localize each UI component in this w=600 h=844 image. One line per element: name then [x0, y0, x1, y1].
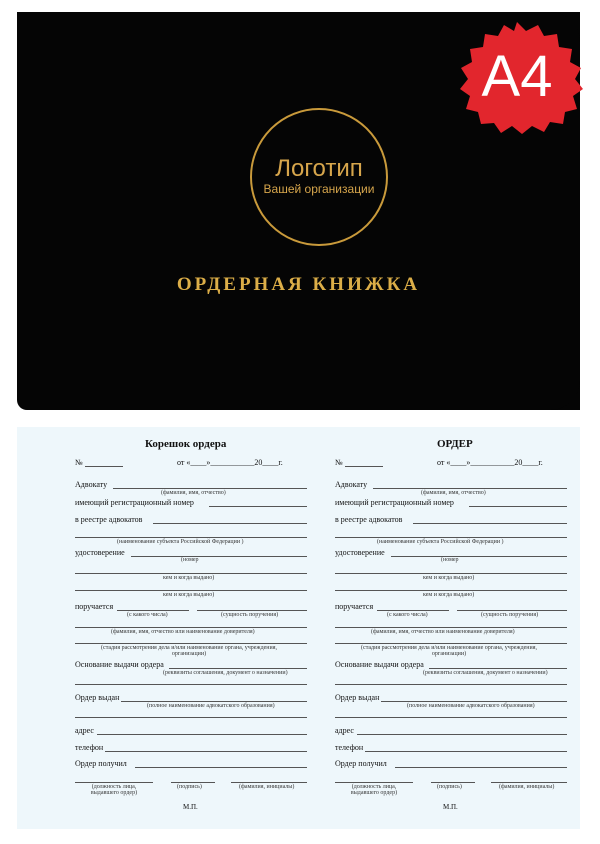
stub-dolzh-caption: (должность лица, выдавшего ордер)	[90, 784, 138, 796]
badge-text: A4	[481, 44, 553, 109]
order-vydan-line2	[335, 717, 567, 718]
stub-title: Корешок ордера	[145, 438, 227, 450]
order-subject-line	[335, 537, 567, 538]
order-reestr-label: в реестре адвокатов	[335, 515, 403, 524]
stub-vydan-line2	[75, 717, 307, 718]
order-title: ОРДЕР	[437, 438, 473, 450]
stub-dolzh-line	[75, 782, 153, 783]
stub-podpis-caption: (подпись)	[177, 784, 202, 790]
stub-podpis-line	[171, 782, 215, 783]
order-kem2-line	[335, 590, 567, 591]
stub-reestr-label: в реестре адвокатов	[75, 515, 143, 524]
order-fam-line	[491, 782, 567, 783]
order-kem1-caption: кем и когда выдано)	[423, 575, 475, 581]
order-poluchil-label: Ордер получил	[335, 759, 387, 768]
order-number-line	[345, 466, 383, 467]
stub-column	[17, 427, 295, 829]
order-podpis-line	[431, 782, 475, 783]
stub-doveritel-line	[75, 627, 307, 628]
stub-advokat-label: Адвокату	[75, 480, 108, 489]
order-osnov-label: Основание выдачи ордера	[335, 660, 424, 669]
order-dolzh-caption: (должность лица, выдавшего ордер)	[350, 784, 398, 796]
stub-kem1-line	[75, 573, 307, 574]
order-poluchil-line	[395, 767, 567, 768]
order-udost-label: удостоверение	[335, 548, 385, 557]
order-reg-label: имеющий регистрационный номер	[335, 498, 454, 507]
logo-circle	[250, 108, 388, 246]
order-fam-caption: (фамилия, инициалы)	[499, 784, 555, 790]
stub-fio-caption: (фамилия, имя, отчество)	[161, 490, 226, 496]
order-poruch-line2	[457, 610, 567, 611]
order-rekv-caption: (реквизиты соглашения, документ о назначении)	[423, 670, 548, 676]
order-doveritel-line	[335, 627, 567, 628]
order-poruch-line1	[377, 610, 449, 611]
stub-adres-line	[97, 734, 307, 735]
stub-osnov-line2	[75, 684, 307, 685]
order-dolzh-line	[335, 782, 413, 783]
order-podpis-caption: (подпись)	[437, 784, 462, 790]
stub-subject-line	[75, 537, 307, 538]
stub-nomer-caption: (номер	[181, 557, 199, 563]
order-udost-line	[391, 556, 567, 557]
cover-title: ОРДЕРНАЯ КНИЖКА	[176, 274, 421, 295]
logo-subtitle: Вашей организации	[263, 182, 375, 196]
order-advokat-label: Адвокату	[335, 480, 368, 489]
stub-obraz-caption: (полное наименование адвокатского образования)	[147, 703, 275, 709]
stub-udost-label: удостоверение	[75, 548, 125, 557]
stub-stadia-caption: (стадия рассмотрения дела и/или наименование органа, учреждения, организации)	[101, 645, 277, 657]
logo-title: Логотип	[275, 155, 363, 182]
stub-kem2-caption: кем и когда выдано)	[163, 592, 215, 598]
order-fio-caption: (фамилия, имя, отчество)	[421, 490, 486, 496]
order-suschn-caption: (сущность поручения)	[481, 612, 539, 618]
stub-suschn-caption: (сущность поручения)	[221, 612, 279, 618]
stub-subject-caption: (наименование субъекта Российской Федерации )	[117, 539, 244, 545]
stub-stadia-line	[75, 643, 307, 644]
stub-reg-label: имеющий регистрационный номер	[75, 498, 194, 507]
stub-osnov-label: Основание выдачи ордера	[75, 660, 164, 669]
order-subject-caption: (наименование субъекта Российской Федерации )	[377, 539, 504, 545]
order-kem2-caption: кем и когда выдано)	[423, 592, 475, 598]
order-kem1-line	[335, 573, 567, 574]
order-adres-line	[357, 734, 567, 735]
stub-fam-caption: (фамилия, инициалы)	[239, 784, 295, 790]
order-vydan-line	[381, 701, 567, 702]
order-date: от «____»___________20____г.	[437, 458, 543, 467]
order-osnov-line	[429, 668, 567, 669]
order-obraz-caption: (полное наименование адвокатского образования)	[407, 703, 535, 709]
order-reg-line	[469, 506, 567, 507]
order-stadia-line	[335, 643, 567, 644]
order-mp: М.П.	[443, 803, 458, 811]
order-reestr-line	[413, 523, 567, 524]
stub-rekv-caption: (реквизиты соглашения, документ о назначении)	[163, 670, 288, 676]
stub-poruch-line1	[117, 610, 189, 611]
stub-number-label: №	[75, 458, 83, 467]
order-skak-caption: (с какого числа)	[387, 612, 428, 618]
order-stadia-caption: (стадия рассмотрения дела и/или наименование органа, учреждения, организации)	[361, 645, 537, 657]
stub-doveritel-caption: (фамилия, имя, отчество или наименование доверителя)	[111, 629, 255, 635]
stub-kem1-caption: кем и когда выдано)	[163, 575, 215, 581]
stub-date: от «____»___________20____г.	[177, 458, 283, 467]
order-advokat-line	[373, 488, 567, 489]
stub-adres-label: адрес	[75, 726, 94, 735]
a4-badge	[447, 20, 587, 134]
order-column	[277, 427, 555, 829]
order-telefon-line	[365, 751, 567, 752]
stub-number-line	[85, 466, 123, 467]
stub-skak-caption: (с какого числа)	[127, 612, 168, 618]
stub-poruch-label: поручается	[75, 602, 114, 611]
stub-telefon-label: телефон	[75, 743, 104, 752]
stub-vydan-label: Ордер выдан	[75, 693, 120, 702]
order-nomer-caption: (номер	[441, 557, 459, 563]
order-form-sheet	[17, 427, 580, 829]
order-adres-label: адрес	[335, 726, 354, 735]
order-doveritel-caption: (фамилия, имя, отчество или наименование доверителя)	[371, 629, 515, 635]
stub-poluchil-label: Ордер получил	[75, 759, 127, 768]
order-number-label: №	[335, 458, 343, 467]
order-telefon-label: телефон	[335, 743, 364, 752]
stub-mp: М.П.	[183, 803, 198, 811]
order-osnov-line2	[335, 684, 567, 685]
stub-kem2-line	[75, 590, 307, 591]
order-poruch-label: поручается	[335, 602, 374, 611]
order-vydan-label: Ордер выдан	[335, 693, 380, 702]
